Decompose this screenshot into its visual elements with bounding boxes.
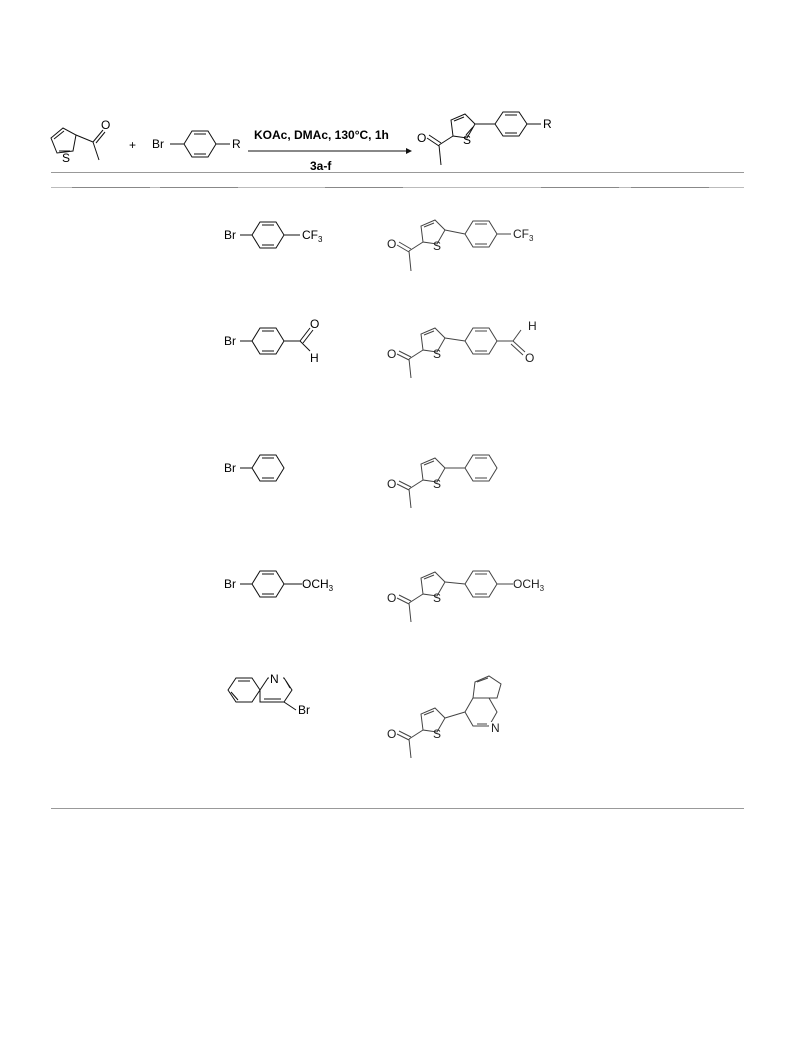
svg-text:OCH3: $OCH_3$ (302, 577, 334, 593)
plus-sign: + (129, 138, 137, 152)
oxygen-label: O (101, 118, 111, 132)
header-segment (160, 187, 238, 188)
svg-text:Br: Br (224, 461, 236, 475)
header-segment (72, 187, 150, 188)
aryl-bromide-structure (150, 120, 250, 170)
substituent-label: $CF_3$ (302, 228, 323, 244)
substrate-structure (222, 318, 342, 368)
table-top-rule (51, 172, 744, 173)
svg-text:S: S (433, 727, 442, 741)
svg-text:S: S (433, 347, 442, 361)
product-structure (385, 318, 555, 383)
sulfur-label: S (62, 151, 71, 165)
product-structure (385, 218, 555, 278)
svg-text:Br: Br (224, 334, 236, 348)
bromine-label: Br (224, 228, 236, 242)
sulfur-label: S (463, 133, 472, 147)
substrate-structure (222, 672, 332, 722)
svg-text:S: S (433, 591, 442, 605)
table-bottom-rule (51, 808, 744, 809)
reaction-conditions: KOAc, DMAc, 130°C, 1h (254, 128, 389, 142)
acetylthiophene-structure (45, 118, 125, 168)
svg-text:H: H (528, 319, 537, 333)
svg-text:Br: Br (224, 577, 236, 591)
svg-text:CF3: $CF_3$ (513, 227, 534, 243)
reaction-arrow (248, 146, 413, 156)
svg-text:Br: Br (298, 703, 310, 717)
product-structure (385, 448, 525, 513)
svg-text:S: S (433, 239, 442, 253)
product-generic-structure (415, 110, 575, 175)
substrate-structure (222, 566, 352, 602)
svg-text:O: O (387, 237, 397, 251)
svg-text:O: O (525, 351, 535, 365)
substrate-structure (222, 218, 342, 254)
product-structure (385, 668, 525, 763)
svg-text:O: O (387, 477, 397, 491)
r-group-label: R (232, 137, 241, 151)
header-segment (631, 187, 709, 188)
header-segment (325, 187, 403, 188)
svg-text:O: O (387, 347, 397, 361)
svg-text:N: N (270, 672, 279, 686)
svg-text:O: O (387, 591, 397, 605)
svg-text:OCH3: $OCH_3$ (513, 577, 545, 593)
product-structure (385, 566, 565, 626)
svg-text:S: S (433, 477, 442, 491)
bromine-label: Br (152, 137, 164, 151)
svg-text:O: O (387, 727, 397, 741)
svg-text:O: O (310, 317, 320, 331)
svg-text:N: N (491, 721, 500, 735)
r-group-label: R (543, 117, 552, 131)
svg-text:H: H (310, 351, 319, 365)
oxygen-label: O (417, 131, 427, 145)
product-code: 3a-f (310, 159, 332, 173)
substrate-structure (222, 450, 302, 490)
header-segment (541, 187, 619, 188)
